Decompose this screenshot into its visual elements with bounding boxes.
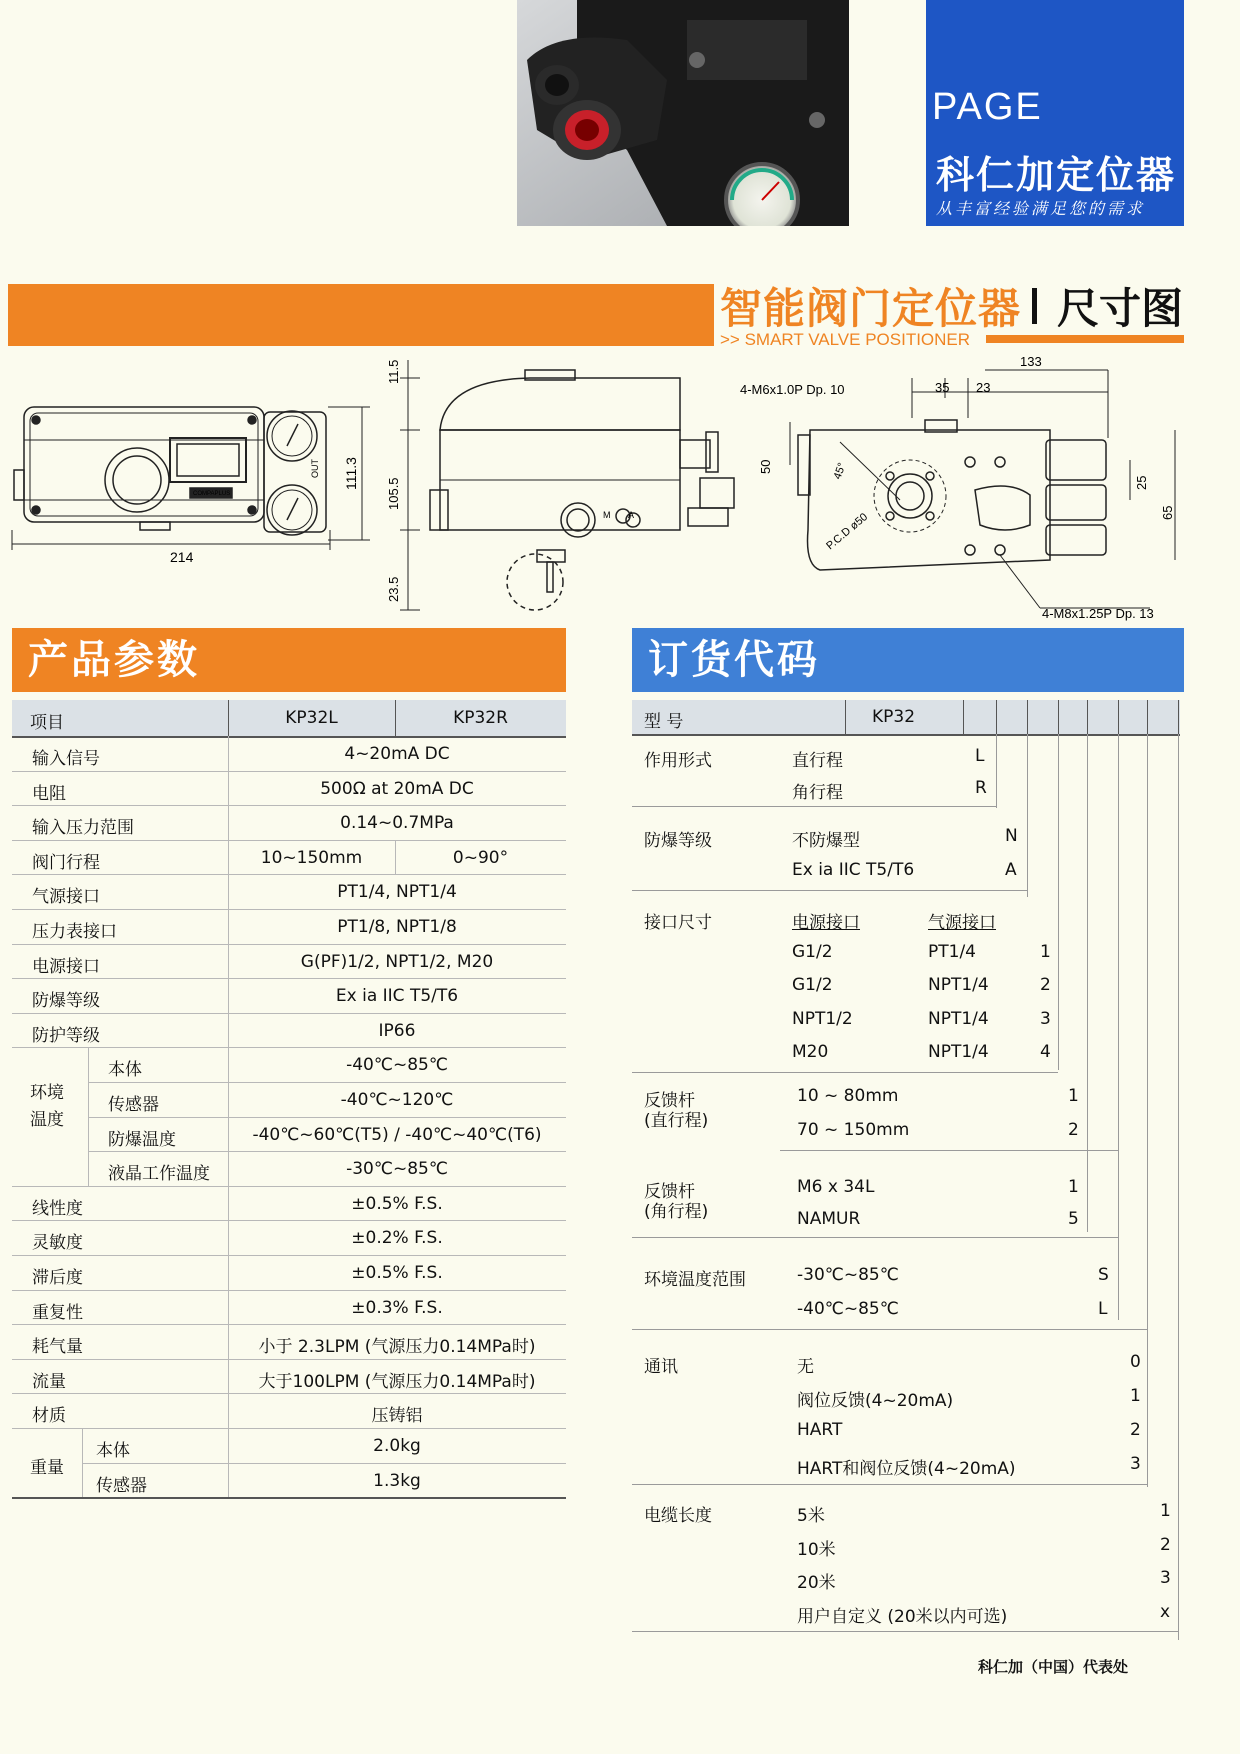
back-35-dim: 35 (935, 380, 950, 395)
order-header-divider (1147, 700, 1148, 734)
params-heading: 产品参数 (12, 628, 566, 692)
params-row-divider (88, 1151, 566, 1152)
order-header-divider (1058, 700, 1059, 734)
side-bottom-dim: 23.5 (386, 576, 401, 602)
order-section-label: (角行程) (644, 1202, 709, 1222)
back-23-dim: 23 (976, 380, 991, 395)
order-option-name: NAMUR (797, 1209, 861, 1229)
params-row-divider (12, 1013, 566, 1014)
back-pcd-label: P.C.D ø50 (824, 511, 871, 553)
params-row-divider (12, 1359, 566, 1360)
order-port-air: NPT1/4 (928, 1042, 989, 1062)
order-option-code: 1 (1130, 1386, 1141, 1406)
params-row-divider (88, 1082, 566, 1083)
params-row-divider (12, 1186, 566, 1187)
params-group-divider (82, 1428, 83, 1497)
order-option-code: 3 (1160, 1568, 1171, 1588)
params-cell-divider (395, 840, 396, 875)
params-row-value: 压铸铝 (371, 1406, 423, 1427)
order-option-code: 0 (1130, 1352, 1141, 1372)
order-section-label: 反馈杆 (644, 1182, 695, 1202)
order-option-code: A (1005, 860, 1017, 880)
title-bar (8, 284, 714, 346)
order-option-code: 2 (1068, 1120, 1079, 1140)
params-row-value: 0.14~0.7MPa (340, 813, 454, 834)
brand-slogan: 从丰富经验满足您的需求 (936, 199, 1146, 218)
order-header-divider (1118, 700, 1119, 734)
params-row-label: 阀门行程 (32, 852, 100, 873)
params-row-value: 500Ω at 20mA DC (320, 778, 474, 799)
params-header-divider (228, 700, 229, 736)
page-title: 智能阀门定位器 (720, 284, 1022, 333)
brand-name: 科仁加定位器 (936, 153, 1177, 197)
params-row-value: 4~20mA DC (344, 744, 450, 764)
order-section-label: (直行程) (644, 1111, 709, 1131)
order-section-divider (632, 890, 1027, 891)
side-middle-dim: 105.5 (386, 477, 401, 510)
order-option-code: 5 (1068, 1209, 1079, 1229)
params-row-value: 大于100LPM (气源压力0.14MPa时) (258, 1371, 536, 1392)
back-view-drawing (790, 370, 1175, 608)
params-row-value-a: 10~150mm (260, 847, 363, 868)
params-row-label: 输入信号 (32, 749, 100, 769)
order-option-code: L (1098, 1299, 1108, 1319)
order-section-divider (632, 1237, 1118, 1238)
params-row-label: 线性度 (32, 1198, 83, 1219)
order-option-name: -30℃~85℃ (797, 1265, 899, 1285)
params-row-value: Ex ia IIC T5/T6 (335, 986, 459, 1007)
order-option-name: 阀位反馈(4~20mA) (797, 1391, 954, 1411)
order-option-code: 3 (1040, 1008, 1051, 1029)
order-code-column (1058, 734, 1059, 1070)
params-weight-label: 本体 (96, 1441, 130, 1461)
params-env-group-label: 温度 (30, 1109, 64, 1130)
product-photo (517, 0, 849, 226)
order-option-code: N (1005, 826, 1018, 846)
order-header-divider (1178, 700, 1179, 734)
params-header-kp32r: KP32R (453, 708, 508, 728)
back-angle-label: 45° (831, 461, 849, 482)
params-row-divider (12, 909, 566, 910)
order-option-name: 5米 (797, 1506, 825, 1526)
params-header-kp32l: KP32L (285, 708, 338, 728)
params-row-label: 重复性 (32, 1302, 83, 1323)
order-option-code: 1 (1160, 1501, 1171, 1521)
params-row-value: G(PF)1/2, NPT1/2, M20 (300, 951, 494, 972)
order-option-name: 角行程 (792, 783, 843, 803)
side-top-dim: 11.5 (386, 359, 401, 384)
order-port-power: G1/2 (792, 941, 833, 962)
order-section-label: 作用形式 (644, 751, 712, 771)
params-group-divider (88, 1047, 89, 1185)
order-header-divider (1087, 700, 1088, 734)
order-model-value: KP32 (872, 707, 916, 727)
order-code-column (1087, 734, 1088, 1232)
params-env-value: -30℃~85℃ (346, 1159, 448, 1180)
order-option-code: 1 (1068, 1177, 1079, 1197)
params-row-value-b: 0~90° (452, 847, 509, 868)
params-row-label: 防护等级 (32, 1025, 100, 1046)
order-option-name: 不防爆型 (792, 831, 860, 851)
order-header-divider (1027, 700, 1028, 734)
order-section-divider (632, 1631, 1178, 1632)
params-row-label: 滞后度 (32, 1268, 83, 1288)
params-row-divider (12, 1220, 566, 1221)
params-row-label: 输入压力范围 (32, 818, 134, 839)
params-row-value: ±0.3% F.S. (351, 1297, 443, 1318)
order-option-name: 用户自定义 (20米以内可选) (797, 1606, 1008, 1627)
params-weight-label: 传感器 (96, 1475, 147, 1496)
params-env-label: 防爆温度 (108, 1129, 176, 1150)
front-out-label: OUT (310, 459, 320, 478)
order-option-name: 10 ~ 80mm (797, 1086, 899, 1106)
params-row-divider (12, 1255, 566, 1256)
order-option-name: 20米 (797, 1573, 836, 1593)
order-option-name: -40℃~85℃ (797, 1299, 899, 1319)
order-section-label: 电缆长度 (644, 1506, 712, 1526)
side-a-label: A (628, 510, 635, 520)
params-row-divider (12, 1324, 566, 1325)
order-port-power: M20 (792, 1042, 829, 1062)
params-row-label: 耗气量 (32, 1337, 83, 1358)
back-bottom-thread: 4-M8x1.25P Dp. 13 (1042, 606, 1154, 621)
back-25-dim: 25 (1134, 475, 1149, 490)
order-option-code: R (975, 778, 987, 798)
order-option-code: 4 (1040, 1042, 1051, 1062)
order-section-label: 环境温度范围 (644, 1270, 746, 1290)
params-row-label: 灵敏度 (32, 1233, 83, 1254)
params-row-value: PT1/4, NPT1/4 (337, 882, 457, 903)
order-code-column (1178, 734, 1179, 1640)
order-option-code: 2 (1040, 975, 1051, 995)
params-table-bottom (12, 1497, 566, 1499)
params-env-value: -40℃~85℃ (346, 1055, 448, 1076)
order-header-divider (996, 700, 997, 734)
order-option-name: HART (797, 1420, 843, 1440)
dimension-drawings (0, 350, 1240, 625)
params-row-value: ±0.5% F.S. (351, 1263, 443, 1283)
params-row-value: IP66 (378, 1020, 416, 1041)
params-value-divider (228, 736, 229, 1497)
params-row-label: 流量 (32, 1371, 66, 1392)
params-row-label: 压力表接口 (32, 922, 117, 942)
params-row-value: ±0.2% F.S. (351, 1228, 443, 1249)
params-env-label: 液晶工作温度 (108, 1164, 210, 1185)
order-section-label: 防爆等级 (644, 831, 712, 851)
params-row-label: 电源接口 (32, 956, 100, 977)
params-row-divider (12, 805, 566, 806)
params-row-label: 防爆等级 (32, 991, 100, 1012)
order-option-code: 2 (1160, 1534, 1171, 1555)
order-header-divider (963, 700, 964, 734)
order-section-label: 反馈杆 (644, 1091, 695, 1111)
front-brand-mark: COMPAPLUS (193, 491, 231, 497)
title-underline (986, 335, 1184, 343)
order-code-column (1147, 734, 1148, 1487)
params-row-value: 小于 2.3LPM (气源压力0.14MPa时) (258, 1337, 536, 1358)
params-row-label: 电阻 (32, 783, 66, 804)
order-port-power: NPT1/2 (792, 1008, 853, 1029)
order-section-divider (632, 1072, 1058, 1073)
back-width-dim: 133 (1020, 354, 1042, 369)
order-section-label: 通讯 (644, 1357, 678, 1377)
params-row-divider (12, 1047, 566, 1048)
page-title-english: >> SMART VALVE POSITIONER (720, 330, 971, 349)
order-code-column (1027, 734, 1028, 897)
params-row-divider (12, 840, 566, 841)
order-port-heading-power: 电源接口 (792, 913, 860, 933)
order-section-divider (632, 1329, 1147, 1330)
params-row-divider (12, 1393, 566, 1394)
order-option-code: 3 (1130, 1454, 1141, 1474)
params-row-divider (88, 1117, 566, 1118)
params-env-value: -40℃~60℃(T5) / -40℃~40℃(T6) (252, 1124, 542, 1145)
order-header-divider (845, 700, 846, 734)
order-section-divider (780, 1150, 1118, 1151)
order-port-air: NPT1/4 (928, 975, 989, 995)
order-section-divider (632, 806, 996, 807)
params-row-divider (12, 978, 566, 979)
order-option-name: 无 (797, 1357, 814, 1377)
page-label: PAGE (932, 86, 1043, 128)
order-port-heading-air: 气源接口 (928, 913, 996, 933)
order-port-air: NPT1/4 (928, 1008, 989, 1029)
params-weight-value: 1.3kg (373, 1470, 421, 1491)
params-row-value: ±0.5% F.S. (351, 1193, 443, 1214)
params-row-value: PT1/8, NPT1/8 (337, 917, 457, 937)
order-section-label: 接口尺寸 (644, 913, 712, 933)
order-option-code: S (1098, 1265, 1109, 1285)
params-row-divider (12, 1428, 566, 1429)
params-weight-group-label: 重量 (30, 1458, 64, 1479)
params-row-label: 材质 (32, 1406, 66, 1427)
params-env-value: -40℃~120℃ (340, 1090, 454, 1110)
order-option-name: 70 ~ 150mm (797, 1120, 910, 1140)
params-row-divider (12, 1290, 566, 1291)
params-row-label: 气源接口 (32, 887, 100, 908)
title-divider (1032, 288, 1037, 324)
order-code-column (1118, 734, 1119, 1320)
params-header-item: 项目 (30, 713, 64, 733)
params-env-group-label: 环境 (30, 1083, 64, 1103)
side-view-drawing (400, 360, 734, 610)
order-option-name: 直行程 (792, 751, 843, 771)
back-65-dim: 65 (1160, 505, 1175, 520)
order-option-code: 1 (1040, 941, 1051, 962)
order-port-air: PT1/4 (928, 941, 976, 962)
order-port-power: G1/2 (792, 975, 833, 995)
order-option-code: L (975, 746, 985, 766)
back-50-dim: 50 (758, 459, 773, 474)
order-option-name: Ex ia IIC T5/T6 (792, 860, 915, 880)
params-env-label: 传感器 (108, 1095, 159, 1115)
back-top-thread: 4-M6x1.0P Dp. 10 (740, 382, 845, 397)
brand-panel (926, 0, 1184, 226)
order-option-name: HART和阀位反馈(4~20mA) (797, 1459, 1016, 1479)
footer-text: 科仁加（中国）代表处 (978, 1658, 1129, 1676)
front-width-dim: 214 (170, 549, 194, 565)
params-row-divider (12, 874, 566, 875)
order-option-code: 1 (1068, 1086, 1079, 1106)
params-row-divider (12, 944, 566, 945)
page-subtitle: 尺寸图 (1057, 284, 1184, 333)
side-m-label: M (603, 510, 611, 520)
order-option-code: x (1160, 1601, 1171, 1622)
params-row-divider (12, 771, 566, 772)
params-env-label: 本体 (108, 1060, 142, 1081)
order-model-label: 型 号 (644, 712, 684, 732)
order-heading: 订货代码 (632, 628, 1184, 692)
front-height-dim: 111.3 (343, 457, 359, 490)
order-option-name: M6 x 34L (797, 1177, 875, 1197)
order-code-column (996, 734, 997, 808)
order-option-code: 2 (1130, 1420, 1141, 1440)
params-row-divider (82, 1463, 566, 1464)
order-option-name: 10米 (797, 1539, 836, 1560)
params-header-divider (395, 700, 396, 736)
params-weight-value: 2.0kg (373, 1436, 421, 1456)
order-section-divider (632, 1484, 1147, 1485)
